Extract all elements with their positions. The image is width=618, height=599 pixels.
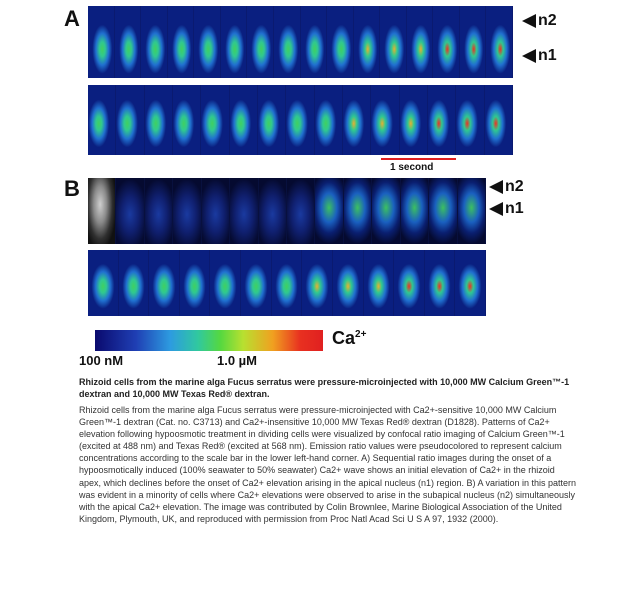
arrow-left-icon bbox=[489, 180, 503, 194]
micrograph-frame bbox=[354, 6, 380, 78]
calcium-ion-charge: 2+ bbox=[355, 329, 367, 340]
micrograph-frame bbox=[315, 85, 342, 155]
micrograph-frame bbox=[230, 178, 257, 244]
micrograph-frame bbox=[333, 250, 363, 316]
micrograph-frame bbox=[371, 85, 398, 155]
micrograph-frame bbox=[433, 6, 459, 78]
figure-caption-body: Rhizoid cells from the marine alga Fucus serratus were pressure-microinjected with Ca2+-sensitive 10,000 MW Calcium Green™-1 dextran (Cat. no. C3713) and Ca2+-insensitive 10,000 MW Texas Red® dextran (D1828). Patterns of Ca2+ elevation following hypoosmotic treatment in dividing cells were visualized by confocal ratio imaging of Calcium Green™-1 (excited at 488 nm) and Texas Red® (excited at 568 nm). Emission ratio values were pseudocolored to represent calcium concentrations according to the scale bar in the lower left-hand corner. A) Sequential ratio images during the onset of a hypoosmotically induced (100% seawater to 50% seawater) Ca2+ wave shows an initial elevation of Ca2+ in the rhizoid apex, which declines before the onset of Ca2+ elevation arising in the apical nucleus (n1) region. B) A variation in this pattern was evident in a minority of cells where Ca2+ elevations were observed to arise in the subapical nucleus (n2) simultaneously with the apical Ca2+ elevation. The image was contributed by Colin Brownlee, Marine Biological Association of the United Kingdom, Plymouth, UK, and reproduced with permission from Proc Natl Acad Sci U S A 97, 1932 (2000). bbox=[79, 405, 577, 524]
panel-a-n1-arrow-label bbox=[522, 47, 557, 65]
micrograph-frame bbox=[259, 178, 286, 244]
micrograph-frame bbox=[380, 6, 406, 78]
panel-a-image-strip-top bbox=[88, 6, 513, 78]
panel-a-n2-label: n2 bbox=[538, 12, 557, 29]
panel-b-n2-label: n2 bbox=[505, 178, 524, 195]
panel-b-n2-arrow-label bbox=[489, 178, 524, 196]
calcium-color-scale-bar bbox=[95, 330, 323, 351]
micrograph-frame bbox=[407, 6, 433, 78]
micrograph-frame bbox=[394, 250, 424, 316]
panel-a-letter: A bbox=[64, 6, 80, 31]
micrograph-frame bbox=[88, 178, 115, 244]
arrow-left-icon bbox=[522, 14, 536, 28]
colorbar-high-label: 1.0 µM bbox=[217, 353, 258, 368]
micrograph-frame bbox=[149, 250, 179, 316]
micrograph-frame bbox=[400, 85, 427, 155]
micrograph-frame bbox=[145, 178, 172, 244]
panel-b-n1-label: n1 bbox=[505, 200, 524, 217]
arrow-left-icon bbox=[522, 49, 536, 63]
micrograph-frame bbox=[88, 85, 115, 155]
micrograph-frame bbox=[315, 178, 342, 244]
micrograph-frame bbox=[173, 178, 200, 244]
panel-b-image-strip-bottom bbox=[88, 250, 486, 316]
micrograph-frame bbox=[458, 178, 485, 244]
micrograph-frame bbox=[116, 178, 143, 244]
micrograph-frame bbox=[173, 85, 200, 155]
time-scale-label: 1 second bbox=[390, 162, 434, 173]
micrograph-frame bbox=[145, 85, 172, 155]
panel-a-n2-arrow-label bbox=[522, 12, 557, 30]
micrograph-frame bbox=[274, 6, 300, 78]
micrograph-frame bbox=[428, 85, 455, 155]
micrograph-frame bbox=[456, 85, 483, 155]
micrograph-frame bbox=[210, 250, 240, 316]
micrograph-frame bbox=[364, 250, 394, 316]
micrograph-frame bbox=[429, 178, 456, 244]
panel-a-n1-label: n1 bbox=[538, 47, 557, 64]
panel-b-n1-arrow-label bbox=[489, 200, 524, 218]
micrograph-frame bbox=[201, 85, 228, 155]
micrograph-frame bbox=[343, 85, 370, 155]
micrograph-frame bbox=[272, 250, 302, 316]
panel-a-image-strip-bottom bbox=[88, 85, 513, 155]
calcium-ion-symbol: Ca bbox=[332, 328, 356, 348]
panel-b-image-strip-top bbox=[88, 178, 486, 244]
micrograph-frame bbox=[168, 6, 194, 78]
colorbar-low-label: 100 nM bbox=[79, 353, 124, 368]
micrograph-frame bbox=[241, 250, 271, 316]
micrograph-frame bbox=[460, 6, 486, 78]
micrograph-frame bbox=[327, 6, 353, 78]
micrograph-frame bbox=[287, 178, 314, 244]
micrograph-frame bbox=[180, 250, 210, 316]
micrograph-frame bbox=[141, 6, 167, 78]
micrograph-frame bbox=[301, 6, 327, 78]
micrograph-frame bbox=[425, 250, 455, 316]
arrow-left-icon bbox=[489, 202, 503, 216]
time-scale-bar bbox=[381, 158, 456, 160]
micrograph-frame bbox=[486, 6, 512, 78]
micrograph-frame bbox=[247, 6, 273, 78]
micrograph-frame bbox=[194, 6, 220, 78]
micrograph-frame bbox=[372, 178, 399, 244]
micrograph-frame bbox=[88, 6, 114, 78]
micrograph-frame bbox=[230, 85, 257, 155]
micrograph-frame bbox=[485, 85, 512, 155]
micrograph-frame bbox=[455, 250, 485, 316]
micrograph-frame bbox=[258, 85, 285, 155]
micrograph-frame bbox=[221, 6, 247, 78]
panel-b-letter: B bbox=[64, 176, 80, 201]
micrograph-frame bbox=[202, 178, 229, 244]
micrograph-frame bbox=[401, 178, 428, 244]
figure-caption-title: Rhizoid cells from the marine alga Fucus serratus were pressure-microinjected with 10,000 MW Calcium Green™-1 dextran and 10,000 MW Texas Red® dextran. bbox=[79, 377, 570, 399]
micrograph-frame bbox=[286, 85, 313, 155]
micrograph-frame bbox=[115, 6, 141, 78]
micrograph-frame bbox=[344, 178, 371, 244]
calcium-ion-label bbox=[332, 328, 366, 349]
micrograph-frame bbox=[88, 250, 118, 316]
micrograph-frame bbox=[116, 85, 143, 155]
micrograph-frame bbox=[302, 250, 332, 316]
micrograph-frame bbox=[119, 250, 149, 316]
